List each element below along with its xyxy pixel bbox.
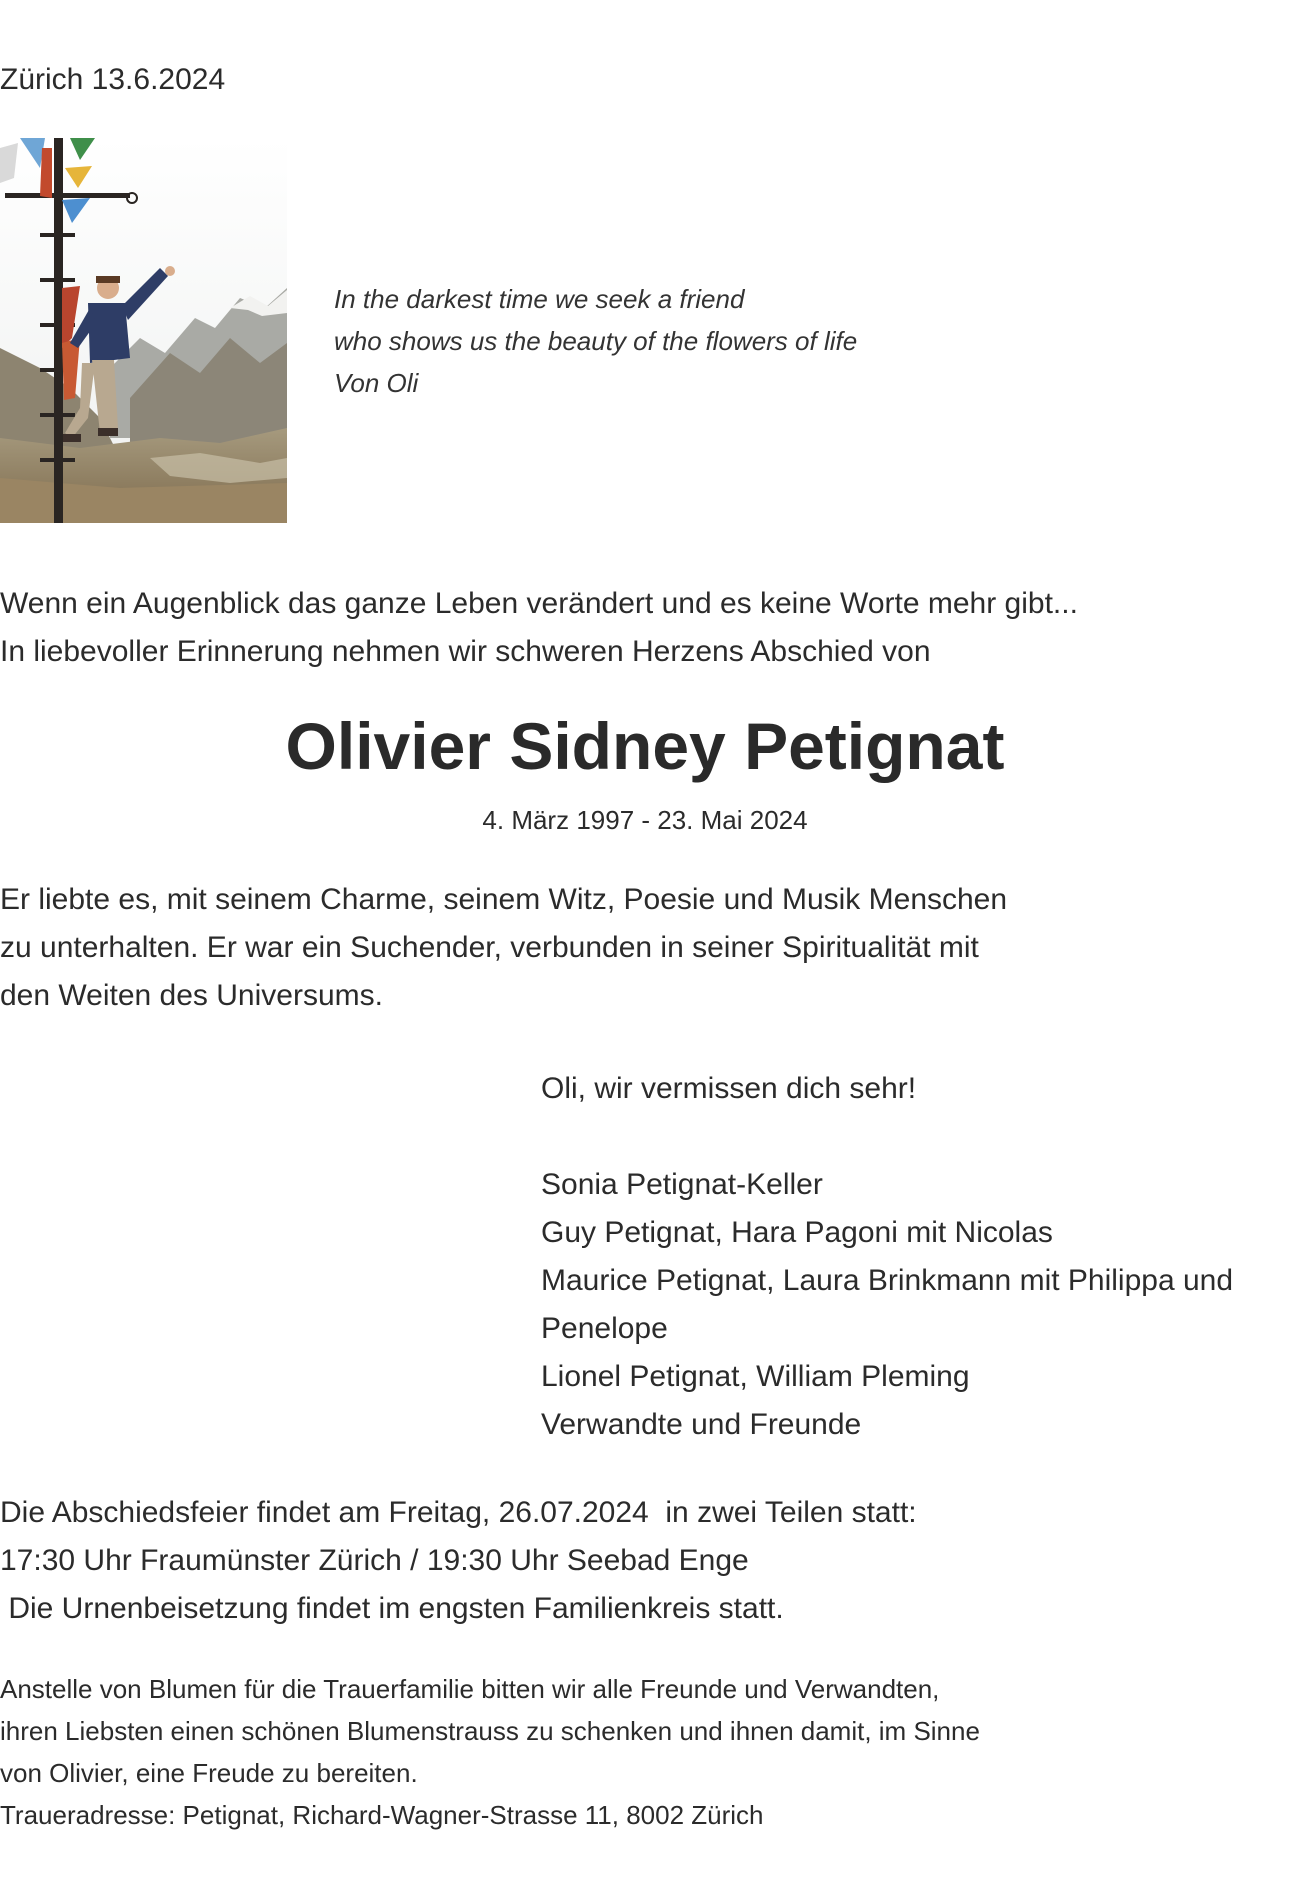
bio-line: Er liebte es, mit seinem Charme, seinem Witz, Poesie und Musik Menschen	[0, 883, 1008, 916]
bio-line: den Weiten des Universums.	[0, 979, 383, 1012]
intro-text	[0, 580, 1078, 676]
note-line: ihren Liebsten einen schönen Blumenstrauss zu schenken und ihnen damit, im Sinne	[0, 1716, 980, 1746]
mourner-entry: Maurice Petignat, Laura Brinkmann mit Philippa und	[541, 1264, 1234, 1297]
signoff-line: Oli, wir vermissen dich sehr!	[541, 1072, 917, 1105]
biography-text	[0, 876, 1007, 1020]
poem-line: who shows us the beauty of the flowers of life	[334, 326, 858, 356]
mourner-entry: Lionel Petignat, William Pleming	[541, 1360, 970, 1393]
poem-line: In the darkest time we seek a friend	[334, 284, 745, 314]
bio-line: zu unterhalten. Er war ein Suchender, verbunden in seiner Spiritualität mit	[0, 931, 979, 964]
portrait-photo	[0, 138, 287, 523]
mourner-entry: Sonia Petignat-Keller	[541, 1168, 823, 1201]
mourner-entry: Guy Petignat, Hara Pagoni mit Nicolas	[541, 1216, 1053, 1249]
note-line: von Olivier, eine Freude zu bereiten.	[0, 1758, 418, 1788]
poem-line: Von Oli	[334, 368, 419, 398]
note-line: Anstelle von Blumen für die Trauerfamilie bitten wir alle Freunde und Verwandten,	[0, 1674, 940, 1704]
intro-line: In liebevoller Erinnerung nehmen wir schweren Herzens Abschied von	[0, 635, 931, 668]
ceremony-line: Die Abschiedsfeier findet am Freitag, 26.07.2024 in zwei Teilen statt:	[0, 1496, 917, 1529]
mourner-entry: Verwandte und Freunde	[541, 1408, 862, 1441]
intro-line: Wenn ein Augenblick das ganze Leben verändert und es keine Worte mehr gibt...	[0, 587, 1078, 620]
place-date: Zürich 13.6.2024	[0, 63, 226, 96]
mourners-list	[541, 1161, 1233, 1449]
poem-quote	[334, 278, 857, 404]
mourning-address: Traueradresse: Petignat, Richard-Wagner-Strasse 11, 8002 Zürich	[0, 1800, 764, 1830]
ceremony-line: Die Urnenbeisetzung findet im engsten Familienkreis statt.	[0, 1592, 784, 1625]
deceased-name: Olivier Sidney Petignat	[285, 709, 1005, 783]
flowers-note	[0, 1668, 980, 1836]
ceremony-line: 17:30 Uhr Fraumünster Zürich / 19:30 Uhr Seebad Enge	[0, 1544, 749, 1577]
mourner-entry: Penelope	[541, 1312, 668, 1345]
life-dates: 4. März 1997 - 23. Mai 2024	[482, 805, 808, 835]
ceremony-info	[0, 1489, 917, 1633]
